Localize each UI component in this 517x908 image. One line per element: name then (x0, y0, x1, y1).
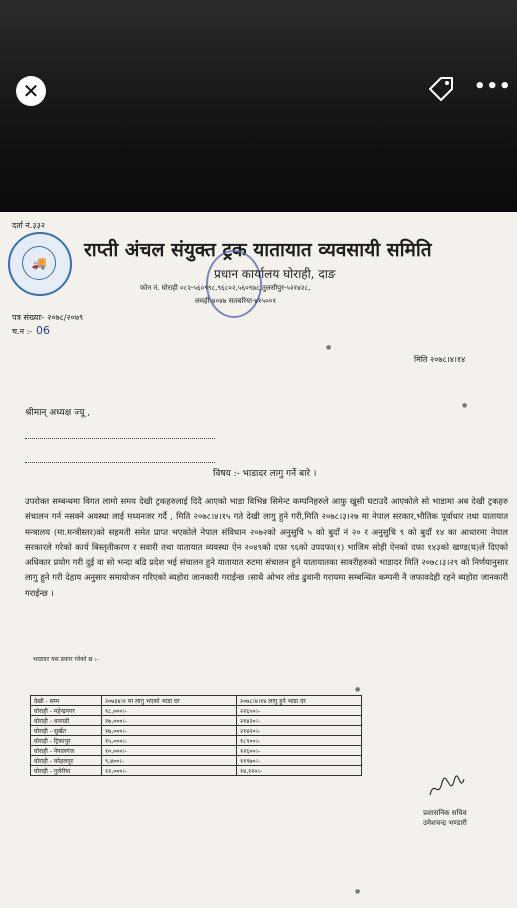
address-line (25, 438, 215, 439)
old-rate-cell: १८,०००।- (102, 706, 237, 716)
column-header: २०७८।४।१४ लागु हुने भाडा दर (237, 696, 362, 706)
route-cell: घोराही - सुर्खेत (31, 726, 102, 736)
address-line (25, 462, 215, 463)
organization-subtitle: प्रधान कार्यालय घोराही, दाङ (214, 267, 336, 281)
table-row (31, 716, 362, 726)
new-rate-cell: २१४२०।- (237, 726, 362, 736)
dispatch-value: 06 (36, 324, 51, 337)
dot-mark: ● (326, 344, 332, 351)
new-rate-cell: १२६००।- (237, 746, 362, 756)
subject-line: विषय :- भाडादर लागु गर्ने बारे । (213, 469, 317, 479)
table-row (31, 746, 362, 756)
viewer-top-bar (0, 0, 517, 205)
new-rate-cell: ११९७०।- (237, 756, 362, 766)
letter-date: मिति २०७८।४।१४ (414, 355, 466, 364)
fare-rate-table (30, 695, 362, 776)
table-row (31, 736, 362, 746)
doc-number: दर्ता नं.३३२ (12, 221, 45, 230)
old-rate-cell: ९,४००।- (102, 756, 237, 766)
signatory-name: उमेशचन्द्र भण्डारी (423, 819, 467, 827)
dot-mark: ● (355, 686, 361, 693)
phone-line-2: लमही-४०४७ सतबरिया-४१५००१ (195, 297, 277, 305)
old-rate-cell: १२,०००।- (102, 766, 237, 776)
column-header: देखी - सम्म (31, 696, 102, 706)
old-rate-cell: १७,०००।- (102, 716, 237, 726)
old-rate-cell: १५,०००।- (102, 736, 237, 746)
signature-scrawl (428, 773, 466, 803)
organization-title: राप्ती अंचल संयुक्त ट्रक यातायात व्यवसायी समिति (84, 239, 432, 261)
new-rate-cell: २१४२०।- (237, 716, 362, 726)
route-cell: घोराही - कोहलपुर (31, 756, 102, 766)
truck-icon: 🚚 (22, 246, 56, 280)
table-row (31, 766, 362, 776)
column-header: २०७३४।१ मा लागु भएको भाडा दर (102, 696, 237, 706)
more-options-icon[interactable]: ••• (474, 76, 512, 97)
table-row (31, 726, 362, 736)
tag-icon[interactable] (426, 74, 456, 104)
dot-mark: ● (462, 402, 468, 409)
table-row (31, 706, 362, 716)
letter-body: उपरोक्त सम्बन्धमा विगत लामो समय देखी ट्रकहरुलाई दिदै आएको भाडा विभिन्न सिमेन्ट कम्पनिहरुले आफु खुसी घटाउदै आएकोले सो भाडामा अब देखी ट्रकहरु संचालन गर्न नसक्ने अवस्था लाई मध्यनजर गर्दै , मिति २०७८।४।१५ गते देखी लागु हुने गरी,मिति २०७८।३।२७ मा नेपाल सरकार,भौतिक पूर्वाधार तथा यातायात मन्त्रालय (मा.मन्त्रीस्तर)को सहमती समेत प्राप्त भएकोले नेपाल संविधान २०७२को अनुसुचि ५ को बुदाँ नं २० र अनुसुचि ९ को बुदाँ १४ का आधारमा नेपाल सरकारले गरेको कार्य बिस्तृतीकरण र सवारी तथा यातायात व्यवस्था ऐन २०४९को दफा ९६को उपदफा(१) भाजिम सोही ऐनको दफा १४३को खण्ड(घ)ले दिएको अधिकार प्रयोग गरी दुई वा सो भन्दा बढि प्रदेश भई संचालन हुने यातायात रुटमा संचालन हुने यातायातका सावरीहरुको भाडादर मिति २०७८।३।२९ को निर्णयानुसार लागु हुने गरी देहाय अनुसार समायोजन गरिएको ब्यहोरा जानकारी गराईन्छ ।साथै ओभर लोड ढुवानी गरायमा सम्बन्धित कम्पनी नै जफावदेही रहने ब्यहोरा जानकारी गराईन्छ । (25, 496, 508, 598)
new-rate-cell: १४,१२०।- (237, 766, 362, 776)
addressee: श्रीमान् अध्यक्ष ज्यू , (25, 408, 91, 418)
old-rate-cell: १७,०००।- (102, 726, 237, 736)
dispatch-number (12, 324, 50, 337)
scanned-letter (0, 212, 517, 908)
old-rate-cell: १०,०००।- (102, 746, 237, 756)
table-header-row (31, 696, 362, 706)
signatory (423, 808, 467, 828)
route-cell: घोराही - गुलेरीया (31, 766, 102, 776)
table-row (31, 756, 362, 766)
organization-seal (8, 232, 72, 296)
dot-mark: ● (355, 888, 361, 895)
dispatch-label: च.न :- (12, 327, 33, 336)
signature (428, 773, 466, 803)
route-cell: घोराही - ट्रिकापुर (31, 736, 102, 746)
table-intro: भाडादर यस प्रकार गरेको छ :- (33, 656, 99, 663)
route-cell: घोराही - धनगढी (31, 716, 102, 726)
reference-number: पत्र संख्याः- २०७८/२०७९ (12, 313, 84, 322)
route-cell: घोराही - नेपालगंज (31, 746, 102, 756)
phone-line-1: फोन नं. घोराही ०८२-५६०९९८,९६८०२,५६०९७८,तुलसीपुर-५२१४२८, (140, 284, 311, 292)
route-cell: घोराही - महेन्द्रनगर (31, 706, 102, 716)
close-icon[interactable]: ✕ (16, 76, 46, 106)
new-rate-cell: २२६५०।- (237, 706, 362, 716)
new-rate-cell: १८९००।- (237, 736, 362, 746)
signatory-title: प्रशासनिक सचिव (423, 809, 467, 817)
